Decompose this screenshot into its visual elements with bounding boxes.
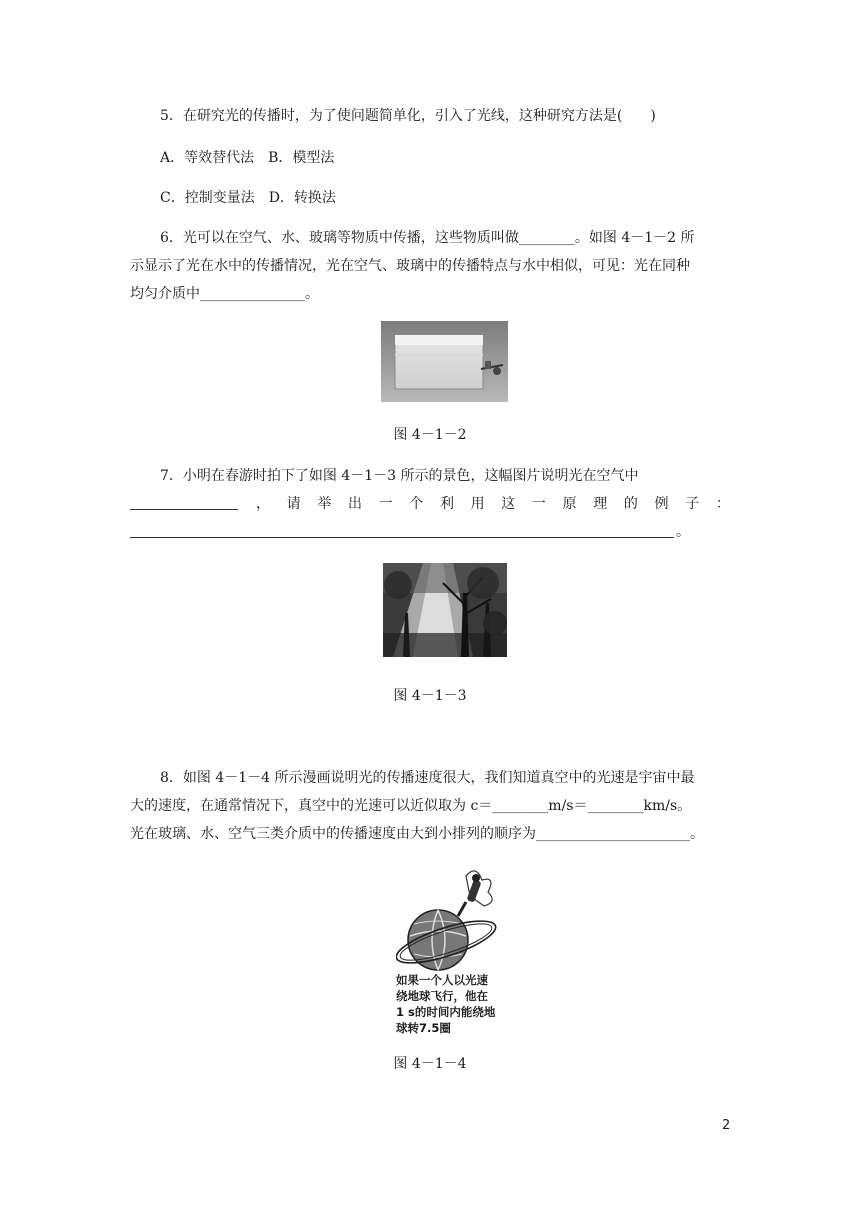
page-number: 2 [722, 1118, 731, 1133]
q7-word: 请 [286, 496, 301, 512]
q7-line-2 [256, 494, 730, 514]
cartoon-text-line: 1 s的时间内能绕地 [396, 1005, 496, 1019]
q7-word: 一 [531, 496, 546, 512]
cartoon-text-line: 绕地球飞行，他在 [396, 989, 488, 1003]
q8-line-2: 大的速度，在通常情况下，真空中的光速可以近似取为 c＝________m/s＝________km/s。 [130, 798, 692, 814]
q7-line-1: 7．小明在春游时拍下了如图 4－1－3 所示的景色，这幅图片说明光在空气中 [160, 468, 639, 484]
q7-word: 一 [378, 496, 393, 512]
cartoon-text-line: 球转7.5圈 [396, 1021, 451, 1035]
figure-caption-4-1-3: 图 4－1－3 [393, 688, 467, 704]
q7-word: 这 [501, 496, 516, 512]
q7-word: 个 [409, 496, 424, 512]
figure-caption-4-1-4: 图 4－1－4 [393, 1056, 467, 1072]
q7-word: ， [256, 496, 270, 512]
q5-options-ab: A．等效替代法 B．模型法 [160, 150, 335, 166]
q6-line-3: 均匀介质中_______________。 [130, 286, 319, 302]
q6-line-2: 示显示了光在水中的传播情况，光在空气、玻璃中的传播特点与水中相似，可见：光在同种 [130, 258, 690, 274]
q5-stem: 5．在研究光的传播时，为了使问题简单化，引入了光线，这种研究方法是( ) [160, 108, 656, 124]
q7-word: 出 [347, 496, 362, 512]
figure-water-tank [381, 321, 508, 402]
q7-word: 利 [439, 496, 454, 512]
cartoon-caption-text [396, 972, 506, 1036]
q7-word: 例 [654, 496, 669, 512]
q7-blank-1 [130, 509, 238, 510]
q7-blank-2 [130, 537, 674, 538]
q5-options-cd: C．控制变量法 D．转换法 [160, 190, 336, 206]
q6-line-1: 6．光可以在空气、水、玻璃等物质中传播，这些物质叫做________。如图 4－1－2 所 [160, 230, 695, 246]
q7-word: 举 [317, 496, 332, 512]
q8-line-1: 8．如图 4－1－4 所示漫画说明光的传播速度很大，我们知道真空中的光速是宇宙中最 [160, 770, 695, 786]
q7-word: 原 [562, 496, 577, 512]
q7-word: 的 [623, 496, 638, 512]
q8-line-3: 光在玻璃、水、空气三类介质中的传播速度由大到小排列的顺序为______________________。 [130, 826, 704, 842]
figure-caption-4-1-2: 图 4－1－2 [393, 427, 467, 443]
q7-word: 理 [593, 496, 608, 512]
q7-end-mark: 。 [676, 524, 690, 540]
q7-word: 子 [685, 496, 700, 512]
q7-word: ： [715, 496, 730, 512]
figure-earth-cartoon [396, 866, 504, 974]
figure-forest-light [383, 563, 507, 657]
forest-light-photo [383, 563, 507, 657]
q7-word: 用 [470, 496, 485, 512]
water-tank-photo [381, 321, 508, 402]
earth-cartoon-drawing [396, 866, 504, 974]
cartoon-text-line: 如果一个人以光速 [396, 973, 488, 987]
